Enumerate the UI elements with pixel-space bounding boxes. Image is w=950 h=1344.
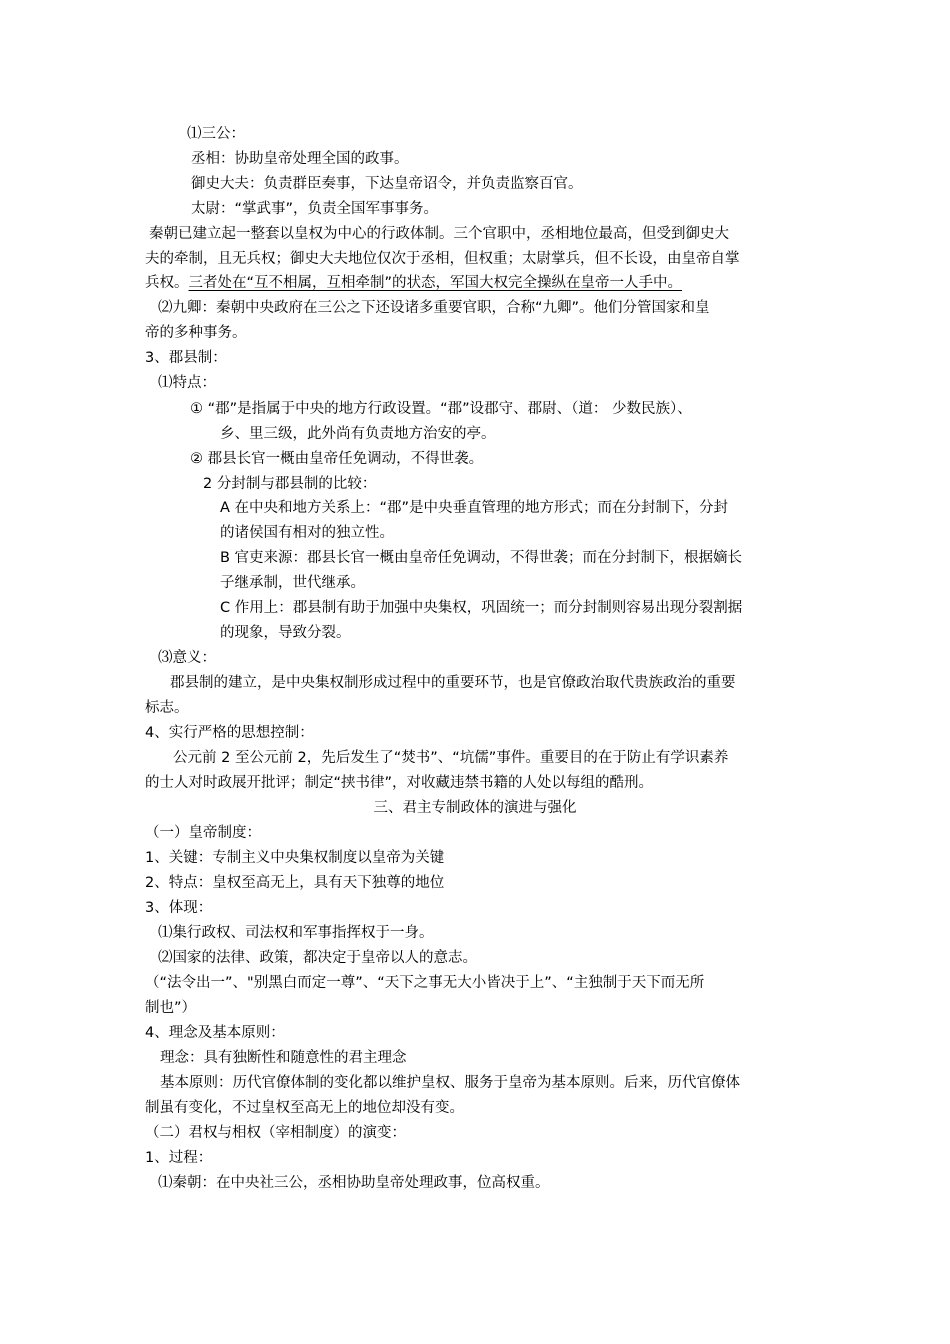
text-line: 子继承制，世代继承。 xyxy=(220,575,365,591)
text-line: ⑵九卿：秦朝中央政府在三公之下还设诸多重要官职，合称“九卿”。他们分管国家和皇 xyxy=(158,300,710,316)
text-line: ⑴特点： xyxy=(158,375,216,391)
text-line: 丞相：协助皇帝处理全国的政事。 xyxy=(191,151,409,167)
text-line: ② 郡县长官一概由皇帝任免调动，不得世袭。 xyxy=(190,451,484,467)
text-line: ⑴三公： xyxy=(187,126,245,142)
text-line: 秦朝已建立起一整套以皇权为中心的行政体制。三个官职中，丞相地位最高，但受到御史大 xyxy=(149,226,729,242)
text-line: 帝的多种事务。 xyxy=(145,325,247,341)
text-line: ⑴集行政权、司法权和军事指挥权于一身。 xyxy=(158,925,434,941)
text-line: 2、特点：皇权至高无上，具有天下独尊的地位 xyxy=(145,875,445,891)
text-line: 郡县制的建立，是中央集权制形成过程中的重要环节，也是官僚政治取代贵族政治的重要 xyxy=(170,675,736,691)
text-line: 基本原则：历代官僚体制的变化都以维护皇权、服务于皇帝为基本原则。后来，历代官僚体 xyxy=(160,1075,740,1091)
text-line: A 在中央和地方关系上：“郡”是中央垂直管理的地方形式；而在分封制下，分封 xyxy=(220,500,729,516)
section-heading: （一）皇帝制度： xyxy=(145,825,261,841)
text-line: ⑵国家的法律、政策，都决定于皇帝以人的意志。 xyxy=(158,950,477,966)
text-line: 理念：具有独断性和随意性的君主理念 xyxy=(160,1050,407,1066)
text-line: 御史大夫：负责群臣奏事，下达皇帝诏令，并负责监察百官。 xyxy=(191,176,583,192)
text-line: 标志。 xyxy=(145,700,189,716)
section-heading: 3、郡县制： xyxy=(145,350,227,366)
section-heading: （二）君权与相权（宰相制度）的演变： xyxy=(145,1125,406,1141)
text-line xyxy=(145,273,682,295)
text-line: 制也”） xyxy=(145,1000,197,1016)
text-line: 的诸侯国有相对的独立性。 xyxy=(220,525,394,541)
text-line: 的士人对时政展开批评；制定“挟书律”，对收藏违禁书籍的人处以每组的酷刑。 xyxy=(145,775,654,791)
text-line: 公元前 2 至公元前 2，先后发生了“焚书”、“坑儒”事件。重要目的在于防止有学识素养 xyxy=(173,750,729,766)
text-line: 1、关键：专制主义中央集权制度以皇帝为关键 xyxy=(145,850,445,866)
text-line: B 官吏来源：郡县长官一概由皇帝任免调动，不得世袭；而在分封制下，根据嫡长 xyxy=(220,550,743,566)
text-line: 1、过程： xyxy=(145,1150,213,1166)
text-line: ① “郡”是指属于中央的地方行政设置。“郡”设郡守、郡尉、（道： 少数民族）、 xyxy=(190,401,692,417)
underlined-text: 三者处在“互不相属，互相牵制”的状态，军国大权完全操纵在皇帝一人手中。 xyxy=(188,275,683,291)
text-line: 3、体现： xyxy=(145,900,213,916)
text-line: （“法令出一”、"别黑白而定一尊”、“天下之事无大小皆决于上”、“主独制于天下而无所 xyxy=(145,975,705,991)
text-segment: 兵权。 xyxy=(145,275,189,291)
text-line: 乡、里三级，此外尚有负责地方治安的亭。 xyxy=(220,426,496,442)
text-line: 太尉：“掌武事”，负责全国军事事务。 xyxy=(191,201,439,217)
text-line: ⑴秦朝：在中央社三公，丞相协助皇帝处理政事，位高权重。 xyxy=(158,1175,550,1191)
text-line: 的现象，导致分裂。 xyxy=(220,625,351,641)
chapter-heading: 三、君主专制政体的演进与强化 xyxy=(373,800,577,816)
section-heading: 4、理念及基本原则： xyxy=(145,1025,285,1041)
text-line: C 作用上：郡县制有助于加强中央集权，巩固统一；而分封制则容易出现分裂割据 xyxy=(220,600,743,616)
text-line: 2 分封制与郡县制的比较： xyxy=(203,476,377,492)
text-line: 制虽有变化，不过皇权至高无上的地位却没有变。 xyxy=(145,1100,464,1116)
text-line: 夫的牵制，且无兵权；御史大夫地位仅次于丞相，但权重；太尉掌兵，但不长设，由皇帝自掌 xyxy=(145,251,740,267)
section-heading: 4、实行严格的思想控制： xyxy=(145,725,314,741)
text-line: ⑶意义： xyxy=(158,650,216,666)
